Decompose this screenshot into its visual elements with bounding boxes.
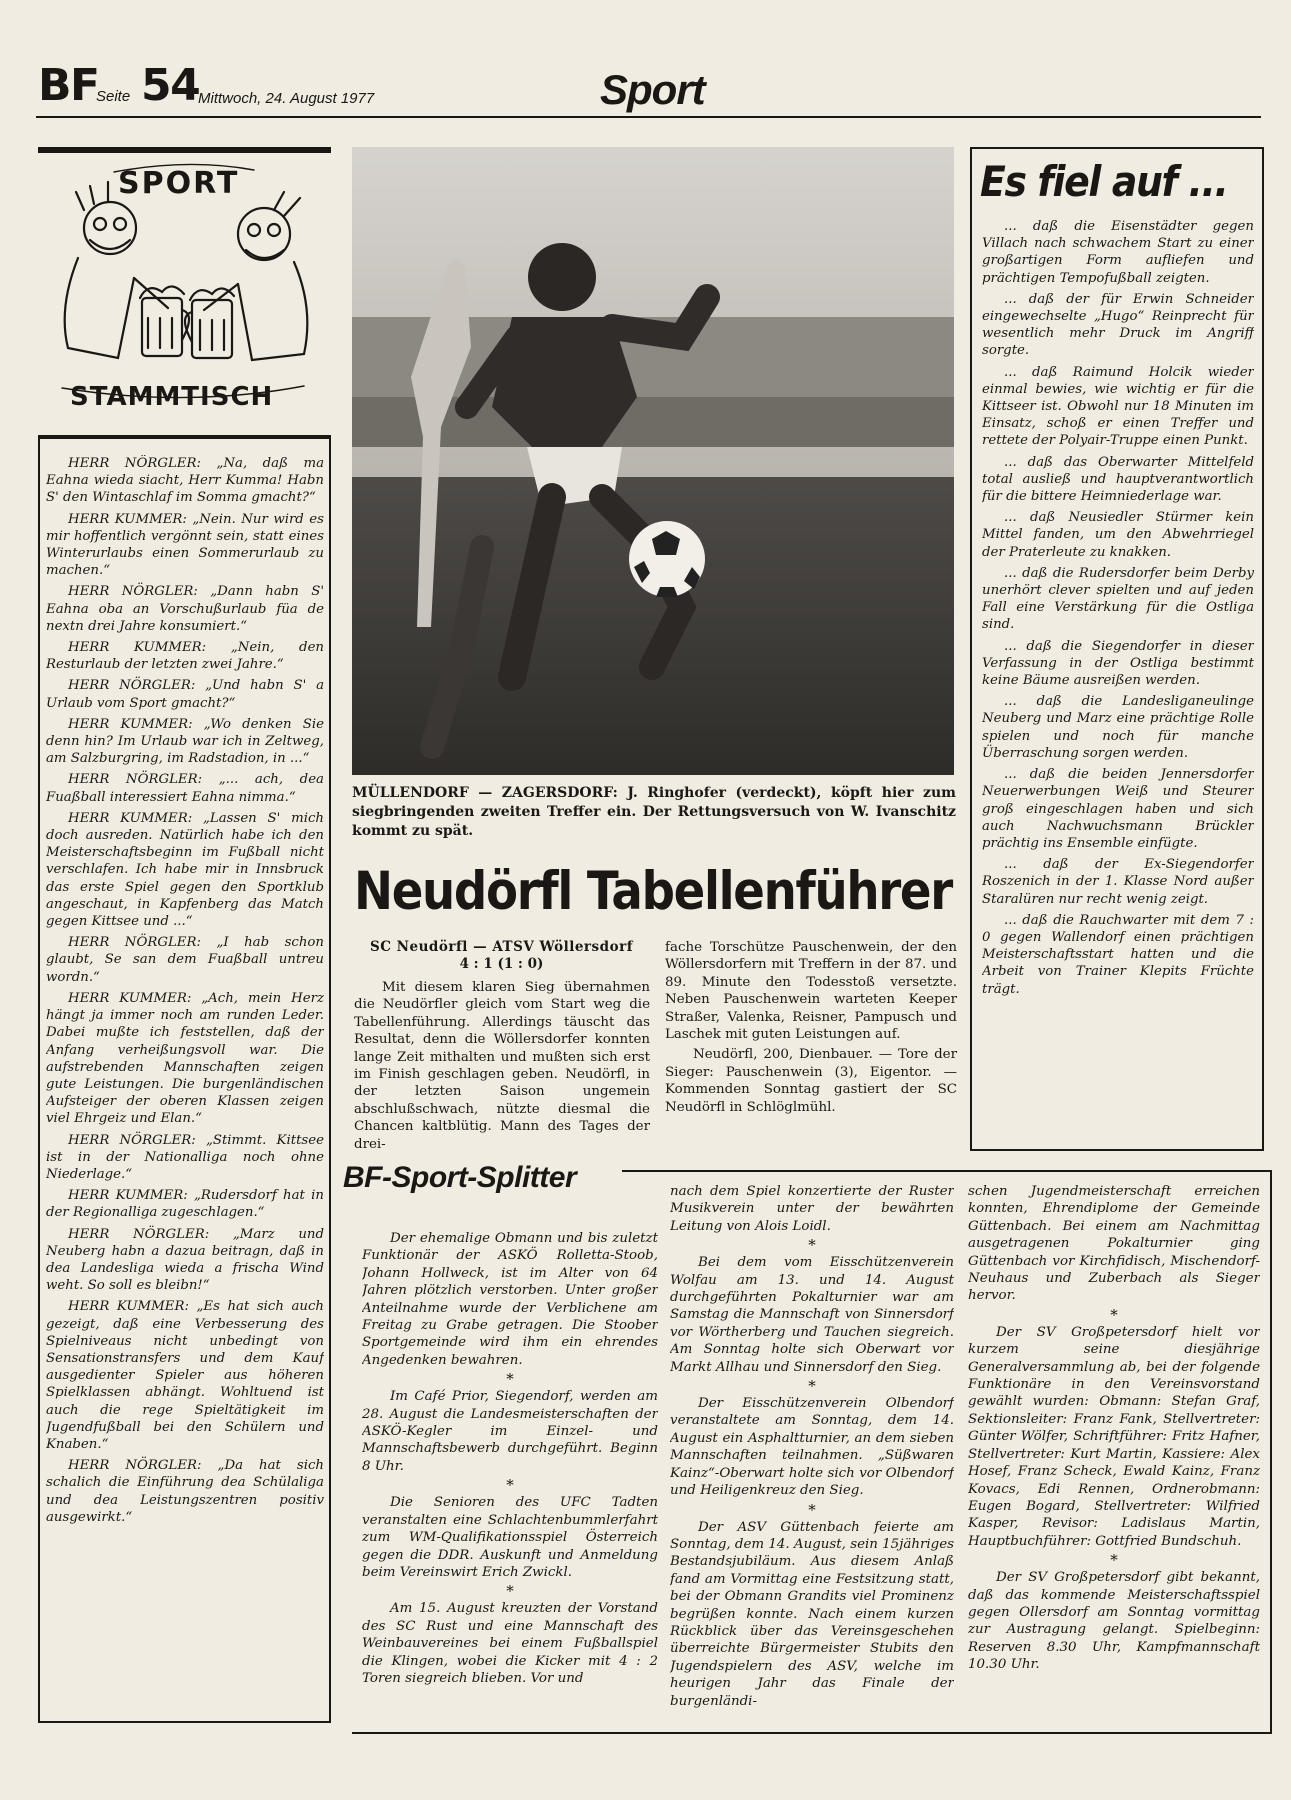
dialogue-line: HERR KUMMER: „Rudersdorf hat in der Regionalliga zugeschlagen.“ — [46, 1188, 324, 1221]
splitter-item: Der SV Großpetersdorf gibt bekannt, daß das kommende Meisterschaftsspiel gegen Ollersdorf am Sonntag vormittag zur Austragung gelangt. Spielbeginn: Reserven 8.30 Uhr, Kampfmannschaft 10.30 Uhr. — [968, 1570, 1260, 1673]
dialogue-line: HERR KUMMER: „Nein. Nur wird es mir hoffentlich vergönnt sein, statt eines Winterurlaubs einen Sommerurlaub zu machen.“ — [46, 511, 324, 579]
splitter-item: Bei dem vom Eisschützenverein Wolfau am 13. und 14. August durchgeführten Pokalturnier war am Samstag die Mannschaft von Sinnersdorf vor Wörtherberg und Tauchen siegreich. Am Sonntag holte sich Oberwart vor Markt Allhau und Sinnersdorf den Sieg. — [670, 1255, 954, 1375]
splitter-item: Der ehemalige Obmann und bis zuletzt Funktionär der ASKÖ Rolletta-Stoob, Johann Hollweck, ist im Alter von 64 Jahren plötzlich verstorben. Unter großer Anteilnahme wurde der Verblichene am Freitag zu Grabe getragen. Die Stoober Sportgemeinde wird ihm ein ehrendes Angedenken bewahren. — [362, 1231, 658, 1368]
list-item: ... daß die Rauchwarter mit dem 7 : 0 gegen Wallendorf einen prächtigen Meisterschaftsstart hatten und die Arbeit von Trainer Klepits Früchte trägt. — [982, 912, 1254, 997]
dialogue-line: HERR NÖRGLER: „Dann habn S' Eahna oba an Vorschußurlaub füa de nextn drei Jahre konsumiert.“ — [46, 584, 324, 634]
splitter-col2 — [670, 1183, 954, 1726]
main-article-col1 — [354, 979, 650, 1156]
article-paragraph: Neudörfl, 200, Dienbauer. — Tore der Sieger: Pauschenwein (3), Eigentor. — Kommenden Sonntag gastiert der SC Neudörfl in Schlöglmühl. — [665, 1047, 957, 1115]
separator-star: * — [808, 1500, 816, 1519]
splitter-col1 — [362, 1230, 658, 1726]
article-paragraph: Mit diesem klaren Sieg übernahmen die Neudörfler gleich vom Start weg die Tabellenführung. Allerdings täuscht das Resultat, denn die Wöllersdorfer konnten lange Zeit mithalten und mußten sich erst im Finish geschlagen geben. Neudörfl, in der letzten Saison ungemein abschlußschwach, nützte diesmal die Chancen kaltblütig. Mann des Tages der drei- — [354, 980, 650, 1152]
list-item: ... daß die Rudersdorfer beim Derby unerhört clever spielten und auf jeden Fall eine Verstärkung für die Ostliga sind. — [982, 565, 1254, 633]
dialogue-line: HERR NÖRGLER: „Na, daß ma Eahna wieda siacht, Herr Kumma! Habn S' den Wintaschlaf im Somma gmacht?“ — [46, 456, 324, 506]
dialogue-line: HERR NÖRGLER: „... ach, dea Fuaßball interessiert Eahna nimma.“ — [46, 772, 324, 805]
cartoon-top-rule — [38, 147, 331, 153]
result-score: 4 : 1 (1 : 0) — [459, 956, 544, 972]
dialogue-line: HERR NÖRGLER: „Stimmt. Kittsee ist in der Nationalliga noch ohne Niederlage.“ — [46, 1132, 324, 1182]
splitter-col3 — [968, 1183, 1260, 1726]
list-item: ... daß die Eisenstädter gegen Villach nach schwachem Start zu einer großartigen Form aufliefen und prächtigen Tempofußball zeigten. — [982, 219, 1254, 286]
dialogue-line: HERR KUMMER: „Lassen S' mich doch ausreden. Natürlich habe ich den Meisterschaftsbeginn im Fußball nicht verschlafen. Ich habe mir in Innsbruck das erste Spiel gegen den Sportklub angeschaut, in Kapfenberg das Match gegen Kittsee und ...“ — [46, 810, 324, 930]
splitter-item: Die Senioren des UFC Tadten veranstalten eine Schlachtenbummlerfahrt zum WM-Qualifikationsspiel Österreich gegen die DDR. Auskunft und Anmeldung beim Vereinswirt Erich Zwickl. — [362, 1495, 658, 1580]
photo-caption: MÜLLENDORF — ZAGERSDORF: J. Ringhofer (verdeckt), köpft hier zum siegbringenden zweiten Treffer ein. Der Rettungsversuch von W. Ivanschitz kommt zu spät. — [352, 785, 956, 839]
photo-image — [352, 147, 954, 775]
header-rule — [36, 116, 1261, 118]
splitter-title: BF-Sport-Splitter — [343, 1161, 577, 1194]
main-headline: Neudörfl Tabellenführer — [354, 861, 952, 922]
dialogue-line: HERR NÖRGLER: „Und habn S' a Urlaub vom Sport gmacht?“ — [46, 678, 324, 711]
list-item: ... daß Neusiedler Stürmer kein Mittel fanden, um den Abwehrriegel der Praterleute zu knakken. — [982, 510, 1254, 560]
stammtisch-dialogue — [46, 455, 324, 1717]
separator-star: * — [1110, 1305, 1118, 1324]
section-title: Sport — [600, 66, 705, 113]
cartoon-title-sport: SPORT — [118, 166, 240, 201]
separator-star: * — [808, 1236, 816, 1255]
dialogue-line: HERR NÖRGLER: „I hab schon glaubt, Se san dem Fuaßball untreu wordn.“ — [46, 935, 324, 985]
cartoon-title-stammtisch: STAMMTISCH — [70, 382, 274, 412]
list-item: ... daß der für Erwin Schneider eingewechselte „Hugo“ Reinprecht für wesentlich mehr Druck im Angriff sorgte. — [982, 291, 1254, 359]
dialogue-line: HERR NÖRGLER: „Da hat sich schalich die Einführung dea Schülaliga und dea Leistungszentren positiv ausgewirkt.“ — [46, 1458, 324, 1525]
separator-star: * — [506, 1476, 514, 1495]
separator-star: * — [808, 1377, 816, 1396]
splitter-item: Am 15. August kreuzten der Vorstand des SC Rust und eine Mannschaft des Weinbauvereines bei einem Fußballspiel die Klingen, wobei die Kicker mit 4 : 2 Toren siegreich blieben. Vor und — [362, 1601, 658, 1686]
issue-date: Mittwoch, 24. August 1977 — [198, 90, 375, 107]
list-item: ... daß das Oberwarter Mittelfeld total ausließ und hauptverantwortlich für die bittere Heimniederlage war. — [982, 454, 1254, 505]
separator-star: * — [506, 1370, 514, 1389]
splitter-item: Der ASV Güttenbach feierte am Sonntag, dem 14. August, sein 15jähriges Bestandsjubiläum. Aus diesem Anlaß fand am Vormittag eine Festsitzung statt, bei der Obmann Grandits viel Prominenz begrüßen konnte. Nach einem kurzen Rückblick über das Vereinsgeschehen überreichte Bürgermeister Stubits den Jugendspielern des ASV, welche im heurigen Jahr das Finale der burgenländi- — [670, 1519, 954, 1709]
page-number: 54 — [141, 60, 200, 111]
page-label: Seite — [96, 88, 131, 105]
splitter-item: schen Jugendmeisterschaft erreichen konnten, Ehrendiplome der Gemeinde Güttenbach. Bei einem am Nachmittag ausgetragenen Pokalturnier ging Güttenbach vor Kirchfidisch, Mischendorf-Neuhaus und Zuberbach als Sieger hervor. — [968, 1184, 1260, 1304]
es-fiel-auf-title: Es fiel auf ... — [980, 157, 1228, 206]
list-item: ... daß Raimund Holcik wieder einmal bewies, wie wichtig er für die Kittseer ist. Obwohl nur 18 Minuten im Einsatz, schoß er einen Treffer und rettete der Polyair-Truppe einen Punkt. — [982, 364, 1254, 449]
dialogue-line: HERR KUMMER: „Ach, mein Herz hängt ja immer noch am runden Leder. Dabei mußte ich feststellen, daß der Anfang verheißungsvoll war. Die aufstrebenden Mannschaften zeigen gute Leistungen. Die burgenländischen Aufsteiger der oberen Klassen zeigen viel Ehrgeiz und Elan.“ — [46, 990, 324, 1127]
splitter-item: Der Eisschützenverein Olbendorf veranstaltete am Sonntag, dem 14. August ein Asphaltturnier, an dem sieben Mannschaften teilnahmen. „Süßwaren Kainz“-Oberwart holte sich vor Olbendorf und Heiligenkreuz den Sieg. — [670, 1396, 954, 1499]
dialogue-line: HERR KUMMER: „Wo denken Sie denn hin? Im Urlaub war ich in Zeltweg, am Salzburgring, im Radstadion, in ...“ — [46, 716, 324, 767]
es-fiel-auf-list — [982, 218, 1254, 1144]
masthead-logo: BF — [38, 60, 99, 111]
list-item: ... daß die Siegendorfer in dieser Verfassung in der Ostliga bestimmt keine Bäume ausreißen werden. — [982, 638, 1254, 689]
separator-star: * — [1110, 1551, 1118, 1570]
list-item: ... daß die beiden Jennersdorfer Neuerwerbungen Weiß und Steurer groß eingeschlagen haben und sich auch Nachwuchsmann Brückler prächtig ins Ensemble einfügte. — [982, 767, 1254, 851]
splitter-item: Der SV Großpetersdorf hielt vor kurzem seine diesjährige Generalversammlung ab, bei der folgende Funktionäre in den Vereinsvorstand gewählt wurden: Obmann: Stefan Graf, Sektionsleiter: Franz Fank, Stellvertreter: Günter Wölfer, Schriftführer: Fritz Hafner, Stellvertreter: Kurt Martin, Kassiere: Alex Hosef, Franz Scheck, Ewald Kainz, Franz Kovacs, Edi Rennen, Ordnerobmann: Eugen Bogard, Stellvertreter: Wilfried Kasper, Revisor: Ladislaus Martin, Hauptbuchführer: Gottfried Bundschuh. — [968, 1324, 1260, 1549]
dialogue-line: HERR KUMMER: „Es hat sich auch gezeigt, daß eine Verbesserung des Spielniveaus nicht unbedingt von Sensationstransfers und dem Kauf ausgedienter Spieler aus höheren Spielklassen abhängt. Wohltuend ist auch die rege Spieltätigkeit im Jugendfußball bei den Schülern und Knaben.“ — [46, 1299, 324, 1452]
list-item: ... daß der Ex-Siegendorfer Roszenich in der 1. Klasse Nord außer Staralüren nur recht wenig zeigt. — [982, 857, 1254, 907]
result-line: SC Neudörfl — ATSV Wöllersdorf — [369, 939, 634, 955]
splitter-item: Im Café Prior, Siegendorf, werden am 28. August die Landesmeisterschaften der ASKÖ-Kegler im Einzel- und Mannschaftsbewerb durchgeführt. Beginn 8 Uhr. — [362, 1389, 658, 1474]
dialogue-line: HERR NÖRGLER: „Marz und Neuberg habn a dazua beitragn, daß in dea Landesliga wieda a frischa Wind weht. So soll es bleibn!“ — [46, 1226, 324, 1294]
article-paragraph: fache Torschütze Pauschenwein, der den Wöllersdorfern mit Treffern in der 87. und 89. Minute den Todesstoß versetzte. Neben Pauschenwein warteten Keeper Straßer, Valenka, Reisner, Pampusch und Laschek mit guten Leistungen auf. — [665, 940, 957, 1043]
list-item: ... daß die Landesliganeulinge Neuberg und Marz eine prächtige Rolle spielen und noch für manche Überraschung sorgen werden. — [982, 694, 1254, 761]
match-photo — [352, 147, 954, 775]
dialogue-line: HERR KUMMER: „Nein, den Resturlaub der letzten zwei Jahre.“ — [46, 640, 324, 673]
main-article-col2 — [665, 939, 957, 1119]
separator-star: * — [506, 1582, 514, 1601]
splitter-item: nach dem Spiel konzertierte der Ruster Musikverein unter der bewährten Leitung von Alois Loidl. — [670, 1184, 954, 1234]
